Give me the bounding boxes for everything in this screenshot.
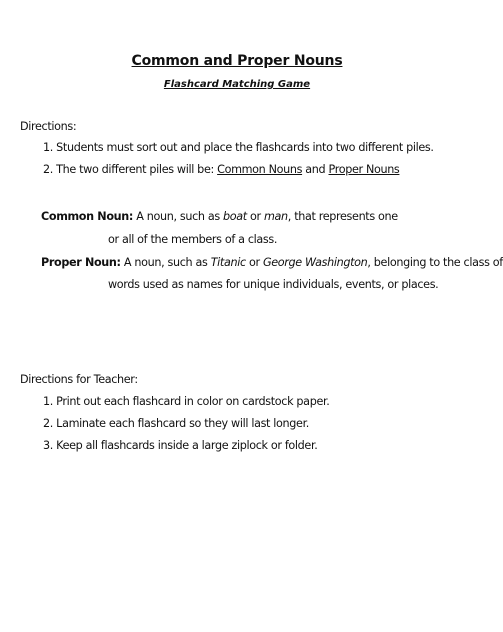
- teacher-step-3: 3. Keep all flashcards inside a large ziplock or folder.: [43, 439, 318, 452]
- common-noun-text-2: or: [246, 210, 264, 223]
- proper-noun-term: Proper Noun:: [41, 256, 121, 269]
- proper-noun-text-1: A noun, such as: [120, 256, 211, 269]
- proper-noun-text-2: or: [245, 256, 263, 269]
- proper-noun-definition: [41, 256, 503, 269]
- common-nouns-label: Common Nouns: [217, 163, 303, 176]
- proper-noun-example-2: George Washington: [262, 256, 368, 269]
- proper-nouns-label: Proper Nouns: [328, 163, 400, 176]
- common-noun-text-1: A noun, such as: [133, 210, 224, 223]
- directions-step-2-prefix: 2. The two different piles will be:: [43, 163, 218, 176]
- proper-noun-text-3: , belonging to the class of: [367, 256, 503, 269]
- proper-noun-example-1: Titanic: [210, 256, 246, 269]
- directions-heading: Directions:: [20, 120, 77, 133]
- common-noun-term: Common Noun:: [41, 210, 134, 223]
- document-title: Common and Proper Nouns: [131, 53, 343, 69]
- teacher-step-2: 2. Laminate each flashcard so they will last longer.: [43, 417, 310, 430]
- common-noun-definition-line-2: or all of the members of a class.: [108, 233, 278, 246]
- common-noun-text-3: , that represents one: [287, 210, 398, 223]
- document-subtitle: Flashcard Matching Game: [163, 79, 311, 90]
- teacher-directions-heading: Directions for Teacher:: [20, 373, 138, 386]
- common-noun-example-2: man: [264, 210, 288, 223]
- directions-step-2-and: and: [302, 163, 329, 176]
- directions-step-2: [43, 163, 399, 176]
- proper-noun-definition-line-2: words used as names for unique individuals, events, or places.: [108, 278, 439, 291]
- common-noun-definition: [41, 210, 398, 223]
- common-noun-example-1: boat: [223, 210, 247, 223]
- directions-step-1: 1. Students must sort out and place the flashcards into two different piles.: [43, 141, 434, 154]
- teacher-step-1: 1. Print out each flashcard in color on cardstock paper.: [43, 395, 330, 408]
